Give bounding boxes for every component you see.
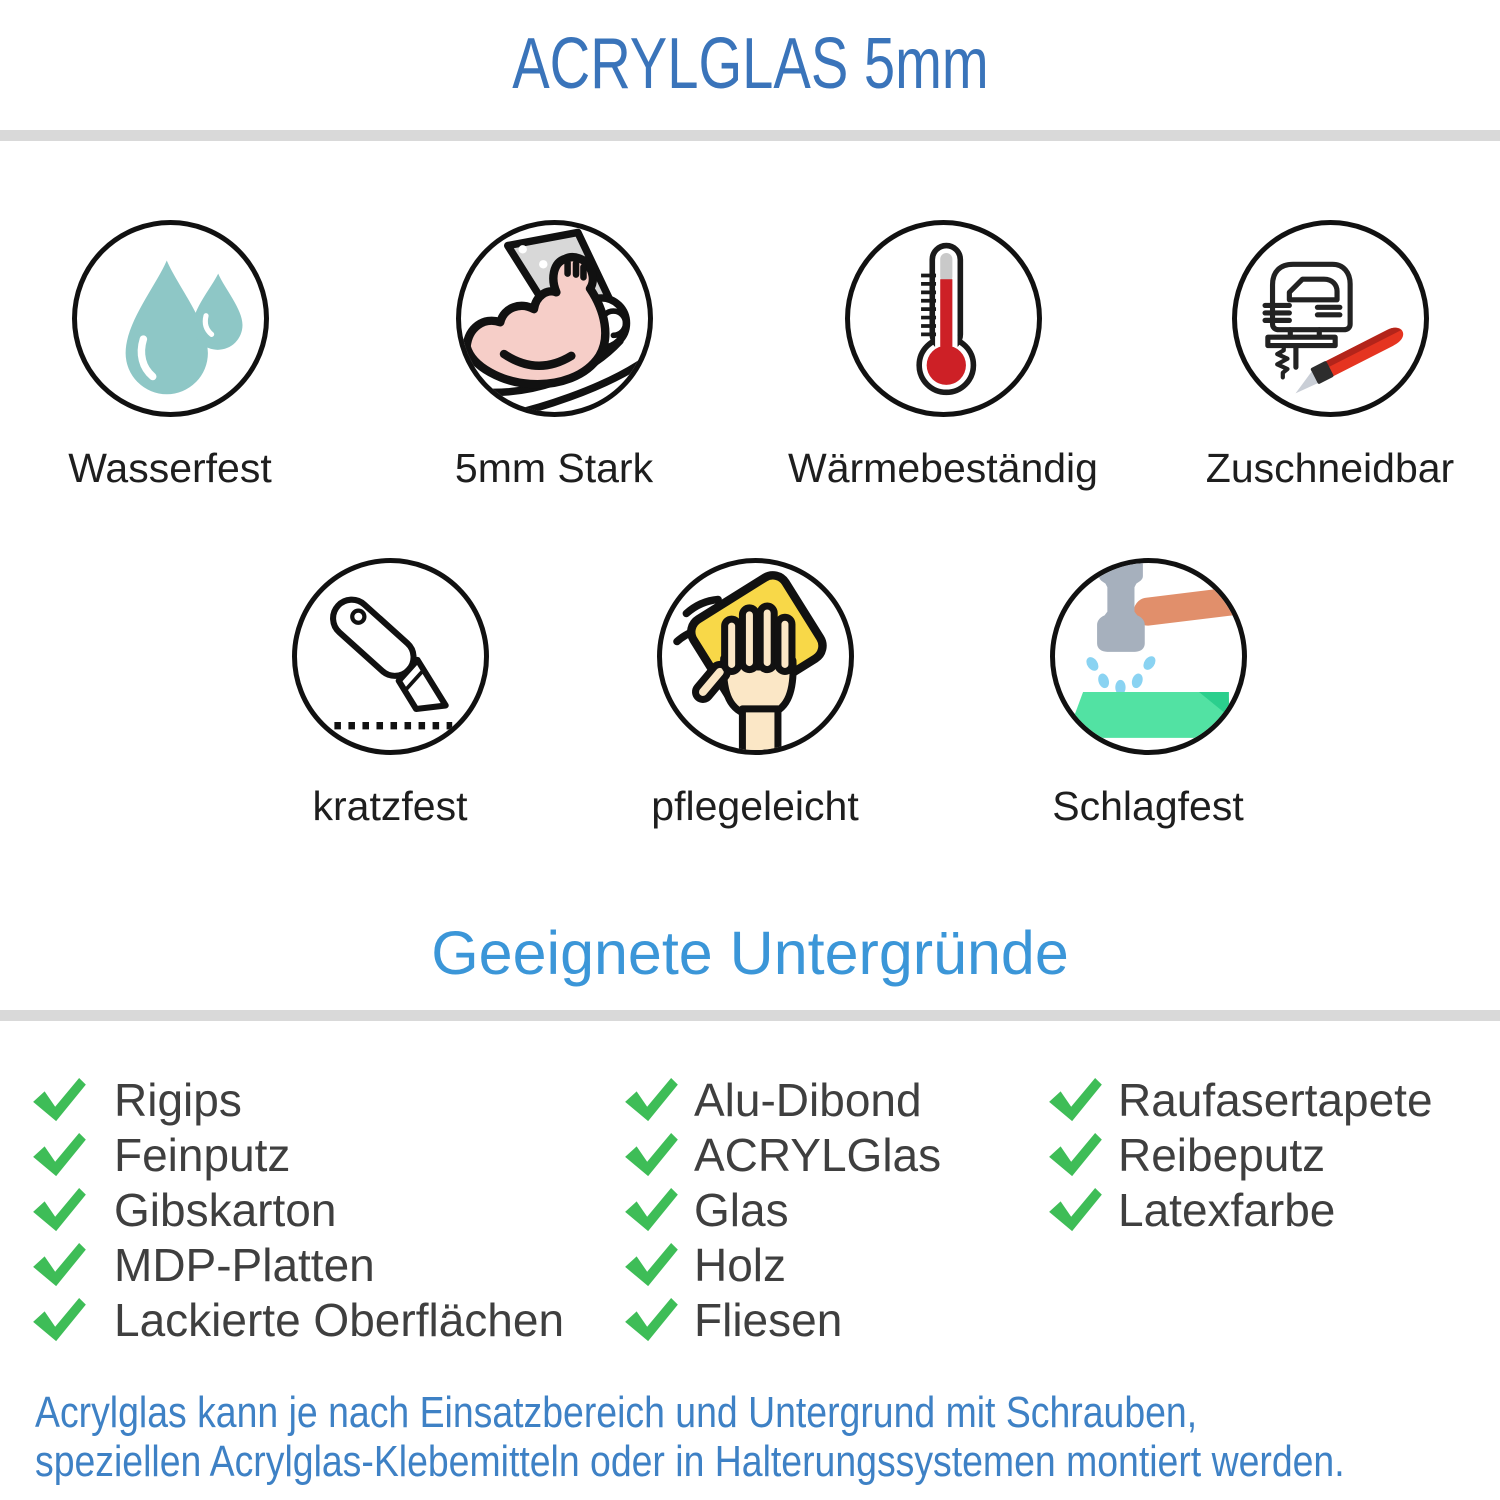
substrate-label: Glas	[694, 1183, 789, 1236]
feature-label: pflegeleicht	[651, 783, 859, 829]
substrate-column-2	[622, 1072, 941, 1347]
divider-bar-middle	[0, 1010, 1500, 1021]
check-icon	[622, 1132, 680, 1178]
substrate-item	[622, 1127, 941, 1182]
check-icon	[622, 1297, 680, 1343]
check-icon	[1046, 1077, 1104, 1123]
muscle-arm-icon	[456, 220, 653, 417]
substrate-item	[622, 1237, 941, 1292]
feature-zuschneidbar	[1150, 220, 1500, 492]
substrate-label: MDP-Platten	[114, 1238, 375, 1291]
hand-cloth-icon	[657, 558, 854, 755]
substrate-label: Holz	[694, 1238, 787, 1291]
check-icon	[30, 1297, 88, 1343]
substrate-item	[622, 1292, 941, 1347]
feature-pflegeleicht	[575, 558, 935, 830]
hammer-icon	[1050, 558, 1247, 755]
substrate-column-3	[1046, 1072, 1433, 1237]
substrate-item	[30, 1072, 564, 1127]
jigsaw-cutter-icon	[1232, 220, 1429, 417]
substrate-label: Reibeputz	[1118, 1128, 1326, 1181]
check-icon	[30, 1077, 88, 1123]
substrate-item	[1046, 1127, 1433, 1182]
substrate-item	[30, 1127, 564, 1182]
substrate-label: Lackierte Oberflächen	[114, 1293, 565, 1346]
substrate-item	[1046, 1182, 1433, 1237]
utility-knife-icon	[292, 558, 489, 755]
substrate-label: ACRYLGlas	[694, 1128, 942, 1181]
footer-line-1: Acrylglas kann je nach Einsatzbereich und Untergrund mit Schrauben,	[35, 1388, 1198, 1437]
check-icon	[622, 1187, 680, 1233]
substrate-label: Feinputz	[114, 1128, 291, 1181]
substrate-item	[1046, 1072, 1433, 1127]
check-icon	[30, 1187, 88, 1233]
feature-label: Wasserfest	[68, 445, 272, 491]
substrate-item	[622, 1072, 941, 1127]
substrate-label: Gibskarton	[114, 1183, 337, 1236]
feature-kratzfest	[210, 558, 570, 830]
substrate-label: Raufasertapete	[1118, 1073, 1433, 1126]
check-icon	[30, 1242, 88, 1288]
check-icon	[622, 1077, 680, 1123]
check-icon	[622, 1242, 680, 1288]
substrate-item	[30, 1237, 564, 1292]
feature-label: Zuschneidbar	[1205, 445, 1455, 491]
page-title: ACRYLGLAS 5mm	[511, 24, 989, 104]
footer-note	[35, 1388, 1345, 1486]
water-drops-icon	[72, 220, 269, 417]
feature-waermebestaendig	[763, 220, 1123, 492]
feature-schlagfest	[968, 558, 1328, 830]
feature-label: kratzfest	[312, 783, 468, 829]
substrate-label: Latexfarbe	[1118, 1183, 1336, 1236]
substrate-item	[30, 1182, 564, 1237]
thermometer-icon	[845, 220, 1042, 417]
footer-line-2: speziellen Acrylglas-Klebemitteln oder in Halterungssystemen montiert werden.	[35, 1437, 1345, 1486]
divider-bar-top	[0, 130, 1500, 141]
substrate-label: Rigips	[114, 1073, 242, 1126]
substrate-item	[30, 1292, 564, 1347]
substrate-column-1	[30, 1072, 564, 1347]
substrate-item	[622, 1182, 941, 1237]
feature-label: 5mm Stark	[454, 445, 654, 491]
feature-label: Wärmebeständig	[788, 445, 1098, 491]
check-icon	[1046, 1132, 1104, 1178]
check-icon	[30, 1132, 88, 1178]
check-icon	[1046, 1187, 1104, 1233]
feature-label: Schlagfest	[1052, 783, 1244, 829]
substrates-heading: Geeignete Untergründe	[431, 919, 1069, 987]
feature-5mm-stark	[374, 220, 734, 492]
substrate-label: Fliesen	[694, 1293, 843, 1346]
feature-wasserfest	[0, 220, 350, 492]
substrate-label: Alu-Dibond	[694, 1073, 922, 1126]
